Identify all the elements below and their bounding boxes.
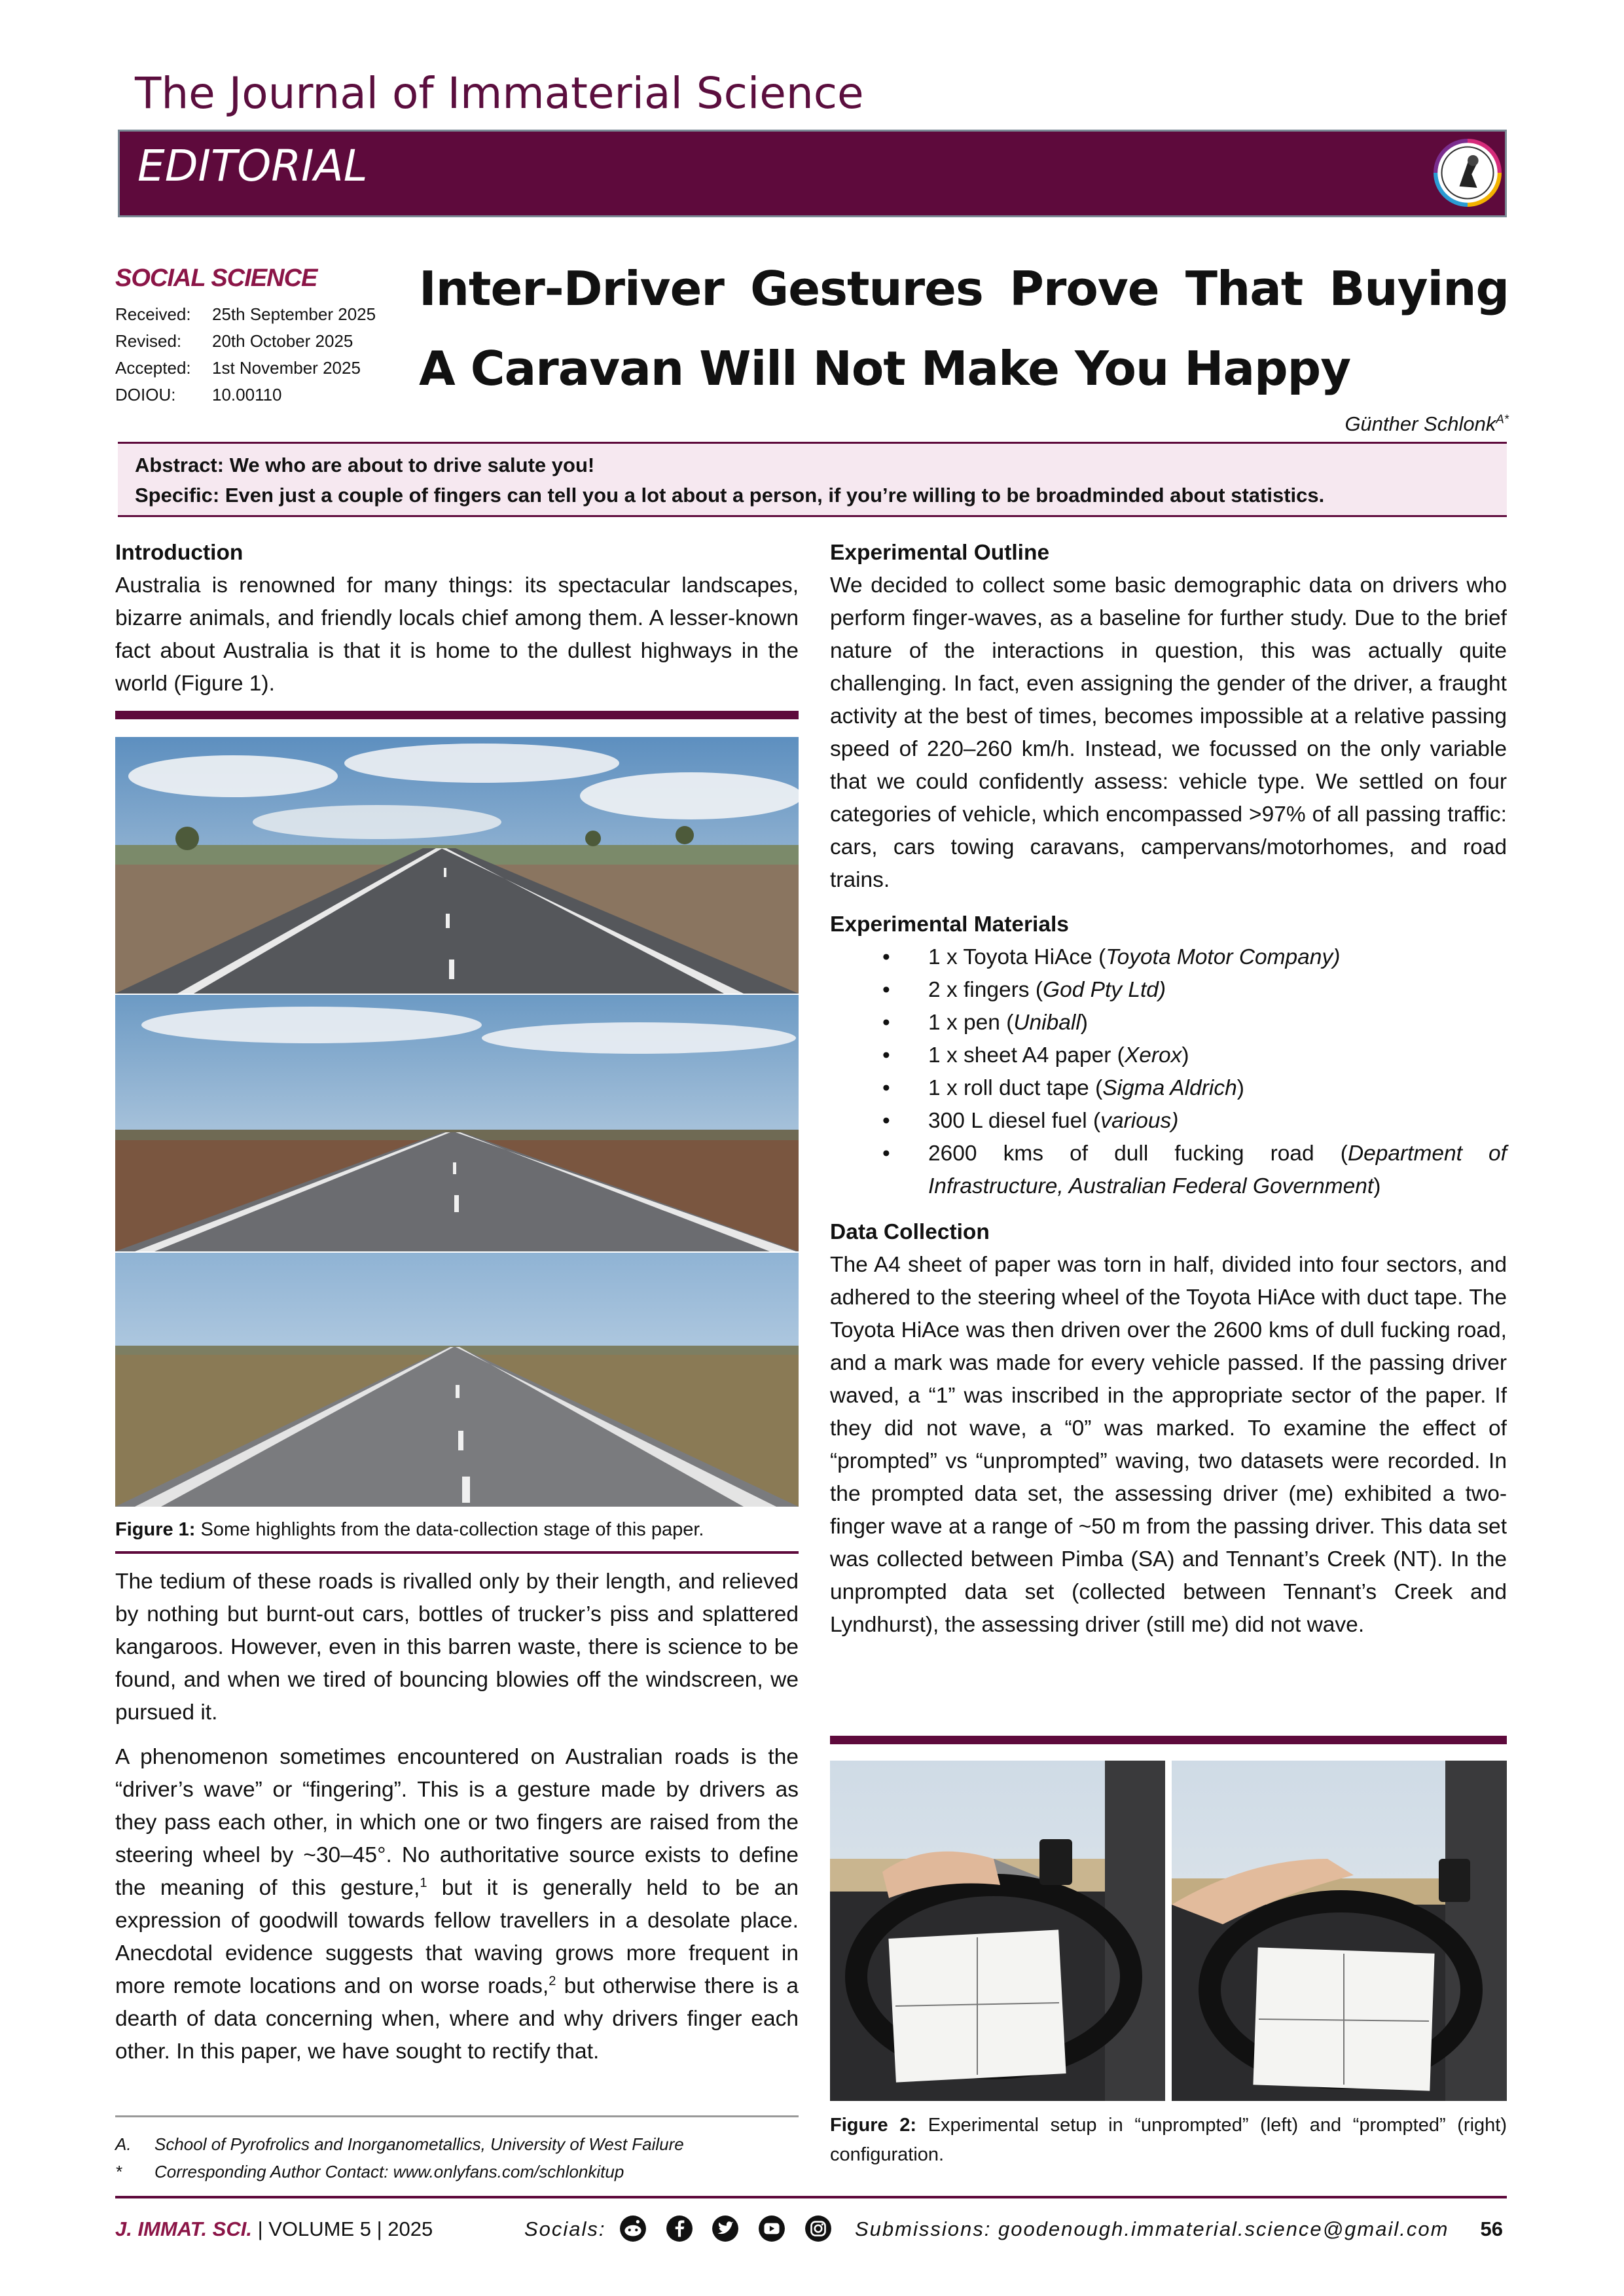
social-icons (619, 2215, 832, 2248)
material-close: ) (1236, 1076, 1244, 1100)
body-left (115, 1566, 799, 2080)
data-collection-text: The A4 sheet of paper was torn in half, divided into four sectors, and adhered to the steering wheel of the Toyota HiAce with duct tape. The Toyota HiAce was then driven over the 2600 kms of dull fucking road, and a mark was made for every vehicle passed. If the passing driver waved, a “1” was inscribed in the appropriate sector of the paper. If they did not wave, a “0” was marked. To examine the effect of “prompted” vs “unprompted” waving, two datasets were recorded. In the prompted data set, the assessing driver (me) exhibited a two-finger wave at a range of ~50 m from the passing driver. This data set was collected between Pimba (SA) and Tennant’s Creek (NT). In the unprompted data set (collected between Tennant’s Creek and Lyndhurst), the assessing driver (still me) did not wave. (830, 1253, 1507, 1637)
figure2-caption (830, 2111, 1507, 2170)
material-item: 2 x fingers ( (928, 978, 1043, 1002)
specific-text: Specific: Even just a couple of fingers can tell you a lot about a person, if you’re willing to be broadminded about statistics. (135, 484, 1325, 507)
unprompted-photo (830, 1761, 1165, 2101)
figure1-bottom-rule (115, 1551, 799, 1554)
journal-logo-icon (1434, 139, 1502, 207)
footnote-text: Corresponding Author Contact: www.onlyfans.com/schlonkitup (154, 2162, 624, 2181)
accepted-label: Accepted: (115, 358, 191, 378)
figure1-label: Figure 1: (115, 1519, 196, 1540)
material-source: Department of Infrastructure, Australian Federal Government (928, 1141, 1507, 1198)
figure2-top-rule (830, 1736, 1507, 1744)
list-item (830, 1105, 1507, 1138)
figure1-caption-text: Some highlights from the data-collection stage of this paper. (200, 1519, 704, 1540)
figure2-steering-photos (830, 1761, 1507, 2101)
prompted-photo (1172, 1761, 1507, 2101)
list-item (830, 941, 1507, 974)
outline-heading: Experimental Outline (830, 541, 1050, 565)
data-collection-heading: Data Collection (830, 1220, 990, 1244)
material-item: 1 x roll duct tape ( (928, 1076, 1103, 1100)
footer-volume: | VOLUME 5 | 2025 (257, 2217, 433, 2240)
figure1-road-photos (115, 737, 799, 1507)
page-number: 56 (1480, 2217, 1503, 2240)
footnote-mark: * (115, 2162, 122, 2181)
footnote-text: School of Pyrofrolics and Inorganometallics, University of West Failure (154, 2134, 684, 2154)
section-label: EDITORIAL (137, 141, 368, 191)
author-name: Günther Schlonk (1344, 412, 1496, 435)
footnotes (115, 2130, 799, 2185)
introduction-section (115, 537, 799, 712)
accepted-date: 1st November 2025 (212, 358, 361, 378)
material-item: 300 L diesel fuel ( (928, 1109, 1101, 1133)
instagram-icon[interactable] (804, 2215, 832, 2242)
footer-submissions: Submissions: goodenough.immaterial.science@gmail.com (855, 2217, 1449, 2240)
materials-list (830, 941, 1507, 1203)
article-title: Inter-Driver Gestures Prove That Buying A Caravan Will Not Make You Happy (419, 261, 1509, 396)
material-source: Toyota Motor Company) (1106, 945, 1341, 969)
material-item: 1 x Toyota HiAce ( (928, 945, 1106, 969)
article-category: SOCIAL SCIENCE (115, 264, 317, 292)
author (1344, 412, 1509, 436)
list-item (830, 1039, 1507, 1072)
received-label: Received: (115, 304, 191, 324)
footnote-rule (115, 2115, 799, 2117)
material-item: 2600 kms of dull fucking road ( (928, 1141, 1348, 1166)
material-source: Uniball (1013, 1011, 1081, 1035)
material-close: ) (1373, 1174, 1381, 1198)
abstract-text: Abstract: We who are about to drive salute you! (135, 454, 595, 476)
footer-rule (115, 2196, 1507, 2198)
materials-heading: Experimental Materials (830, 912, 1069, 937)
abstract-box (118, 442, 1507, 517)
paragraph-drivers-wave-a: A phenomenon sometimes encountered on Australian roads is the “driver’s wave” or “fingering”. This is a gesture made by drivers as they pass each other, in which one or two fingers are raised from the steering wheel by ~30–45°. No authoritative source exists to define the meaning of this gesture, (115, 1745, 799, 1900)
journal-title: The Journal of Immaterial Science (135, 68, 864, 118)
list-item (830, 1007, 1507, 1039)
paragraph-drivers-wave-c: but otherwise there is a dearth of data concerning when, where and why drivers finger each other. In this paper, we have sought to rectify that. (115, 1974, 799, 2064)
introduction-heading: Introduction (115, 541, 244, 565)
material-source: various) (1100, 1109, 1179, 1133)
youtube-icon[interactable] (758, 2215, 785, 2242)
material-source: Xerox (1124, 1043, 1182, 1067)
figure1-caption (115, 1515, 799, 1545)
figure1-top-rule (115, 711, 799, 719)
footnote-ref-2: 2 (549, 1973, 556, 1988)
footnote-contact (115, 2158, 799, 2185)
doi-label: DOIOU: (115, 385, 176, 404)
paragraph-drivers-wave-b: but it is generally held to be an expression of goodwill towards fellow travellers in a desolate place. Anecdotal evidence suggests that waving grows more frequent in more remote locations and on worse roads, (115, 1876, 799, 1998)
list-item (830, 974, 1507, 1007)
received-date: 25th September 2025 (212, 304, 376, 324)
footnote-affiliation (115, 2130, 799, 2158)
outline-text: We decided to collect some basic demographic data on drivers who perform finger-waves, as a baseline for further study. Due to the brief nature of the interactions in question, this was actually quite challenging. In fact, even assigning the gender of the driver, a fraught activity at the best of times, becomes impossible at a relative passing speed of 220–260 km/h. Instead, we focussed on the only variable that we could confidently assess: vehicle type. We settled on four categories of vehicle, which encompassed >97% of all passing traffic: cars, cars towing caravans, campervans/motorhomes, and road trains. (830, 573, 1507, 892)
paragraph-tedium: The tedium of these roads is rivalled only by their length, and relieved by nothing but burnt-out cars, bottles of trucker’s piss and splattered kangaroos. However, even in this barren waste, there is science to be found, and when we tired of bouncing blowies off the windscreen, we pursued it. (115, 1570, 799, 1725)
page-footer (115, 2217, 1507, 2241)
material-source: Sigma Aldrich (1102, 1076, 1237, 1100)
revised-date: 20th October 2025 (212, 331, 353, 351)
material-source: God Pty Ltd) (1043, 978, 1166, 1002)
figure2-label: Figure 2: (830, 2115, 917, 2136)
material-close: ) (1182, 1043, 1189, 1067)
material-item: 1 x pen ( (928, 1011, 1014, 1035)
reddit-icon[interactable] (619, 2215, 647, 2242)
revised-label: Revised: (115, 331, 182, 351)
material-item: 1 x sheet A4 paper ( (928, 1043, 1125, 1067)
footnote-mark: A. (115, 2134, 132, 2154)
footer-journal-abbrev: J. IMMAT. SCI. (115, 2217, 252, 2240)
material-close: ) (1080, 1011, 1088, 1035)
doi-value: 10.00110 (212, 385, 282, 404)
article-dates (115, 301, 376, 408)
figure2-caption-text: Experimental setup in “unprompted” (left) and “prompted” (right) configuration. (830, 2115, 1507, 2165)
twitter-icon[interactable] (712, 2215, 739, 2242)
body-right (830, 537, 1507, 1653)
paragraph-drivers-wave (115, 1741, 799, 2068)
footer-socials-label: Socials: (524, 2217, 606, 2240)
list-item (830, 1138, 1507, 1203)
author-affiliation-mark: A* (1496, 412, 1509, 426)
list-item (830, 1072, 1507, 1105)
footnote-ref-1: 1 (420, 1875, 427, 1890)
facebook-icon[interactable] (666, 2215, 693, 2242)
introduction-text: Australia is renowned for many things: its spectacular landscapes, bizarre animals, and friendly locals chief among them. A lesser-known fact about Australia is that it is home to the dullest highways in the world (Figure 1). (115, 573, 799, 696)
